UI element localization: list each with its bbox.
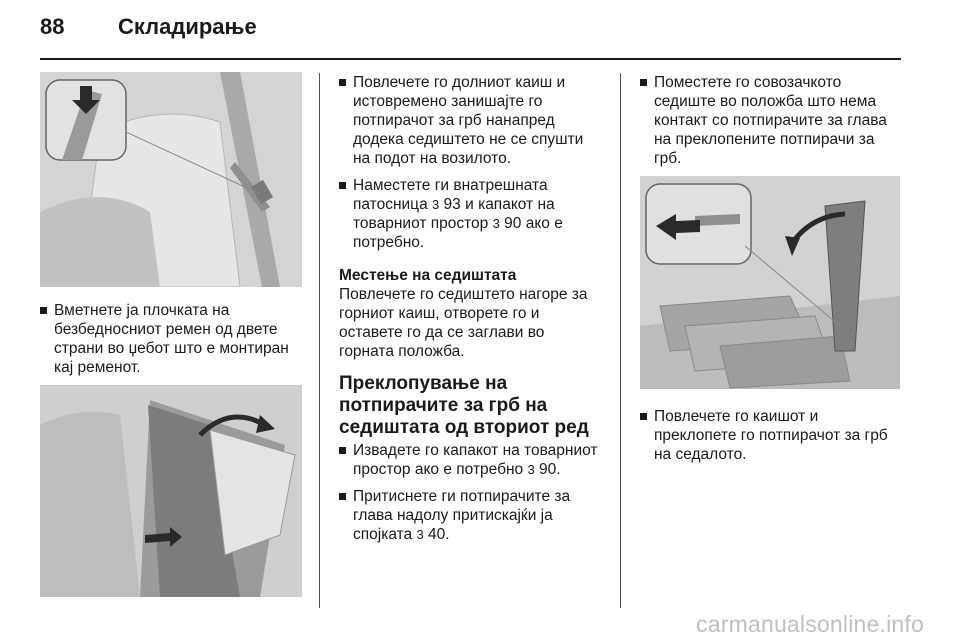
column-divider — [620, 73, 621, 608]
list-item: Повлечете го каишот и преклопете го потпирачот за грб на седалото. — [640, 407, 902, 464]
column-divider — [319, 73, 320, 608]
subheading: Местење на седиштата — [339, 267, 517, 284]
seat-backrest-figure — [640, 176, 900, 389]
column-2 — [339, 73, 603, 552]
xref-arrow-icon: 3 — [432, 197, 440, 212]
seatbelt-figure — [40, 72, 302, 287]
xref-arrow-icon: 3 — [416, 527, 424, 542]
list-item-text: Наместете ги внатрешната патосница — [353, 177, 548, 213]
watermark: carmanualsonline.info — [696, 611, 924, 637]
xref-page: 90 — [504, 215, 522, 232]
page-number: 88 — [40, 14, 65, 39]
list-item-text: Притиснете ги потпирачите за глава надолу притискајќи ја спојката — [353, 488, 571, 543]
column-3 — [640, 73, 902, 472]
seat-fold-illustration — [40, 385, 302, 597]
xref-page: 40. — [428, 526, 450, 543]
xref-arrow-icon: 3 — [492, 216, 500, 231]
list-item — [339, 441, 603, 479]
column-1 — [40, 72, 302, 597]
list-item-text: ако е потребно. — [353, 215, 563, 251]
seat-backrest-illustration — [640, 176, 900, 389]
page-title: Складирање — [118, 14, 257, 39]
list-item-text: и капакот на товарниот простор — [353, 196, 555, 232]
section-heading: Преклопување на потпирачите за грб на седиштата од вториот ред — [339, 373, 589, 438]
list-item — [339, 487, 603, 544]
paragraph: Повлечете го седиштето нагоре за горниот каиш, отворете го и оставете го да се заглави во горната положба. — [339, 286, 588, 360]
list-item: Вметнете ја плочката на безбедносниот ремен од двете страни во џебот што е монтиран кај ременот. — [40, 301, 302, 377]
xref-arrow-icon: 3 — [527, 462, 535, 477]
list-item: Поместете го совозачкото седиште во положба што нема контакт со потпирачите за глава на преклопените потпирачи за грб. — [640, 73, 902, 168]
list-item — [339, 176, 603, 252]
list-item: Повлечете го долниот каиш и истовремено занишајте го потпирачот за грб нанапред додека седиштето не се спушти на подот на возилото. — [339, 73, 603, 168]
seat-fold-figure — [40, 385, 302, 597]
xref-page: 90. — [539, 461, 561, 478]
list-item-text: Извадете го капакот на товарниот простор ако е потребно — [353, 442, 598, 478]
seatbelt-illustration — [40, 72, 302, 287]
xref-page: 93 — [443, 196, 461, 213]
header-divider — [40, 58, 901, 60]
